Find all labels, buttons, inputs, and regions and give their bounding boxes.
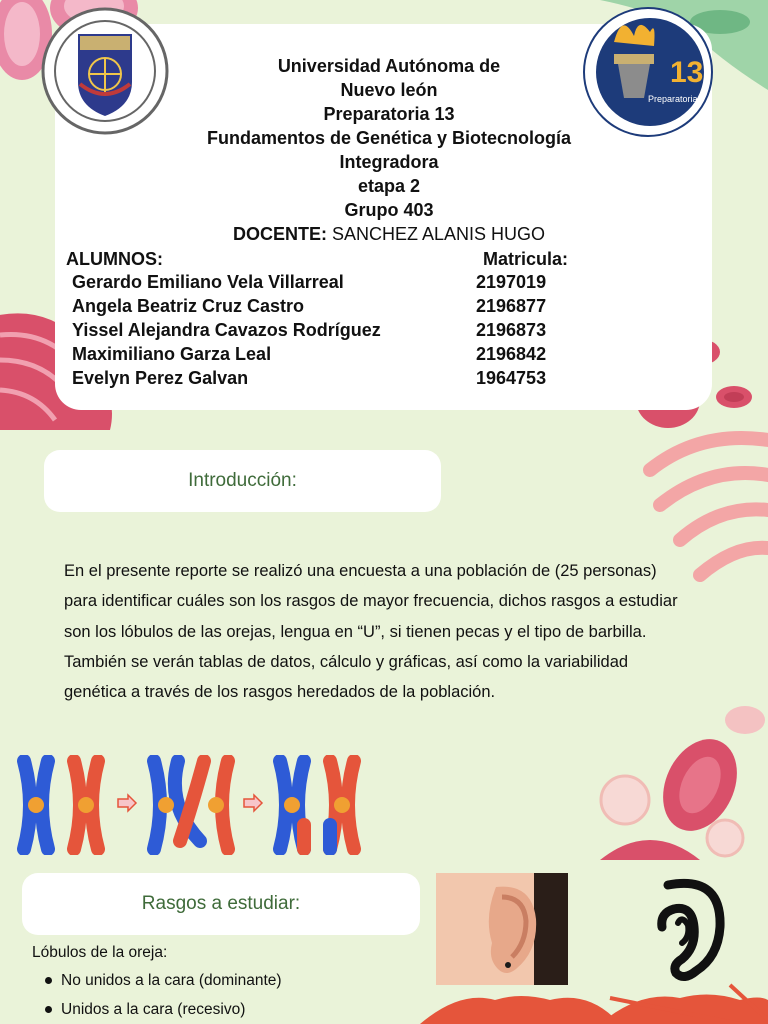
prepa-label: Preparatoria bbox=[648, 94, 698, 104]
intro-heading-card bbox=[44, 450, 441, 512]
docente-name: SANCHEZ ALANIS HUGO bbox=[331, 224, 546, 244]
intro-heading: Introducción: bbox=[188, 470, 297, 491]
list-item: No unidos a la cara (dominante) bbox=[32, 966, 432, 995]
header-line-state: Nuevo león bbox=[340, 80, 438, 100]
student-id: 2197019 bbox=[476, 272, 547, 292]
ear-drawing-icon bbox=[648, 875, 726, 987]
header-line-type: Integradora bbox=[339, 152, 439, 172]
roster-row bbox=[66, 342, 586, 366]
intro-paragraph: En el presente reporte se realizó una encuesta a una población de (25 personas) para identificar cuáles son los rasgos de mayor frecuencia, dichos rasgos a estudiar son los lóbulos de las orejas, lengua en “U”, si tienen pecas y el tipo de barbilla. bbox=[64, 562, 678, 641]
student-name: Angela Beatriz Cruz Castro bbox=[72, 296, 305, 316]
lips-icon bbox=[420, 985, 768, 1024]
student-name: Evelyn Perez Galvan bbox=[72, 368, 249, 388]
list-item: Unidos a la cara (recesivo) bbox=[32, 995, 432, 1024]
golgi-right-icon bbox=[650, 438, 768, 575]
prepa-number: 13 bbox=[670, 56, 704, 89]
student-id: 1964753 bbox=[476, 368, 547, 388]
student-id: 2196877 bbox=[476, 296, 547, 316]
docente-label: DOCENTE: bbox=[232, 224, 327, 244]
docente-line bbox=[0, 222, 768, 246]
student-roster bbox=[66, 248, 586, 390]
intro-body bbox=[64, 556, 684, 707]
id-label: Matricula: bbox=[482, 249, 568, 269]
roster-row bbox=[66, 294, 586, 318]
student-id: 2196873 bbox=[476, 320, 547, 340]
roster-row bbox=[66, 366, 586, 390]
earlobe-title: Lóbulos de la oreja: bbox=[32, 944, 168, 961]
roster-header bbox=[66, 248, 586, 270]
red-blood-cell-lower-icon bbox=[600, 706, 765, 860]
header-line-school: Preparatoria 13 bbox=[323, 104, 455, 124]
header-titles bbox=[0, 54, 768, 246]
traits-heading: Rasgos a estudiar: bbox=[141, 893, 301, 914]
earlobe-list bbox=[32, 966, 432, 1024]
header-line-subject: Fundamentos de Genética y Biotecnología bbox=[206, 128, 572, 148]
roster-row bbox=[66, 318, 586, 342]
student-name: Maximiliano Garza Leal bbox=[72, 344, 272, 364]
header-line-university: Universidad Autónoma de bbox=[277, 56, 501, 76]
students-label: ALUMNOS: bbox=[66, 249, 163, 269]
header-line-group: Grupo 403 bbox=[344, 200, 434, 220]
student-name: Gerardo Emiliano Vela Villarreal bbox=[72, 272, 344, 292]
traits-heading-card bbox=[22, 873, 420, 935]
student-name: Yissel Alejandra Cavazos Rodríguez bbox=[72, 320, 381, 340]
student-id: 2196842 bbox=[476, 344, 547, 364]
roster-row bbox=[66, 270, 586, 294]
intro-paragraph: También se verán tablas de datos, cálculo y gráficas, así como la variabilidad genética a través de los rasgos heredados de la población. bbox=[64, 652, 629, 702]
chromosome-crossover-icon bbox=[10, 755, 370, 855]
ear-photo bbox=[436, 873, 568, 985]
earlobe-section bbox=[32, 940, 432, 1024]
header-line-stage: etapa 2 bbox=[357, 176, 421, 196]
